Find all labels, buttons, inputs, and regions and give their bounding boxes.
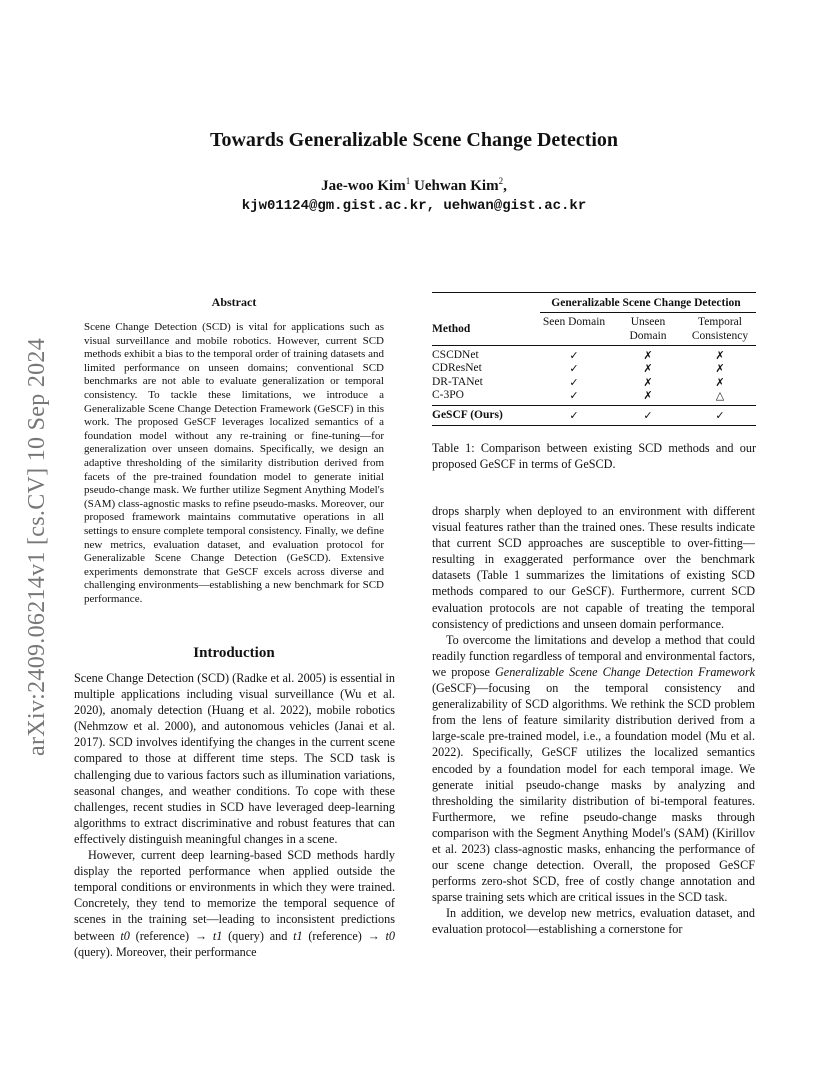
- right-paragraph-2: [432, 632, 755, 906]
- abstract-text: Scene Change Detection (SCD) is vital for applications such as visual surveillance and mobile robotics. However, current SCD methods exhibit a bias to the temporal order of training datasets and limited performance on unseen domains; conventional SCD benchmarks are not able to evaluate generalization or temporal consistency. To tackle these limitations, we introduce a Generalizable Scene Change Detection Framework (GeSCF) in this work. The proposed GeSCF leverages localized semantics of a foundation model without any re-training or fine-tuning—for generalization over unseen domains. Specifically, we design an adaptive thresholding of the similarity distribution derived from facets of the pre-trained foundation model to generate initial pseudo-change mask. We further utilize Segment Anything Model's (SAM) class-agnostic masks to refine pseudo-masks. Moreover, our proposed framework maintains commutative operations in all settings to ensure complete temporal consistency. Finally, we define new metrics, evaluation dataset, and evaluation protocol for Generalizable Scene Change Detection (GeSCD). Extensive experiments demonstrate that GeSCF excels across diverse and challenging environments—establishing a new benchmark for SCD performance.: [84, 321, 384, 605]
- table-cell-seen: ✓: [569, 349, 579, 362]
- right-paragraph-1: drops sharply when deployed to an environment with different visual features rather than the trained ones. These results indicate that current SCD approaches are susceptible to over-fitting—resulting in exaggerated performance over the benchmark datasets (Table 1 summarizes the limitations of existing SCD methods compared to our GeSCF). Furthermore, current SCD evaluation protocols are not capable of treating the temporal consistency of predictions and unseen domain performance.: [432, 504, 755, 631]
- intro-paragraph-1: Scene Change Detection (SCD) (Radke et al. 2005) is essential in multiple applications including visual surveillance (Wu et al. 2020), anomaly detection (Huang et al. 2022), mobile robotics (Nehmzow et al. 2000), and autonomous vehicles (Janai et al. 2017). SCD involves identifying the changes in the current scene compared to those at different time steps. The SCD task is challenging due to various factors such as illumination variations, seasonal changes, and weather conditions. To cope with these challenges, recent studies in SCD have leveraged deep-learning algorithms to extract discriminative and robust features that can effectively distinguish meaningful changes in a scene.: [74, 671, 395, 846]
- author-2-affiliation: 2: [498, 176, 504, 186]
- intro-p2-part-d: (reference) →: [302, 928, 386, 943]
- intro-p2-part-b: (reference) →: [129, 928, 213, 943]
- arxiv-sidebar: [24, 286, 48, 756]
- table-cell-method: C-3PO: [432, 389, 464, 402]
- table-cell-unseen: ✗: [643, 349, 653, 362]
- table-bottom-rule: [432, 425, 756, 426]
- framework-name-emphasis: Generalizable Scene Change Detection Framework: [495, 664, 756, 679]
- table-cell-method: DR-TANet: [432, 375, 483, 388]
- table-header-unseen: Unseen Domain: [629, 316, 667, 342]
- table-row: [432, 362, 756, 375]
- author-list-comma: ,: [503, 178, 507, 194]
- right-p2-part-a: To overcome the limitations and develop a method that could readily function regardless of temporal and environmental factors, we propose: [432, 632, 755, 679]
- table-cell-unseen: ✗: [643, 362, 653, 376]
- author-2: Uehwan Kim: [413, 178, 499, 194]
- intro-p2-part-e: (query). Moreover, their performance: [74, 944, 257, 959]
- table-row: [432, 389, 756, 402]
- right-p2-part-b: (GeSCF)—focusing on the temporal consistency and generalizability of SCD algorithms. We rethink the SCD problem from the lens of feature similarity distribution derived from a large-scale pre-trained model, i.e., a foundation model (Mu et al. 2022). Specifically, GeSCF utilizes the localized semantics encoded by a foundation model for each temporal image. We generate initial pseudo-change masks by analyzing and thresholding the similarity distribution of bi-temporal features. Furthermore, we refine pseudo-change masks through comparison with the Segment Anything Model's (SAM) (Kirillov et al. 2023) class-agnostic masks, enhancing the performance of our scene change detection. Overall, the proposed GeSCF performs zero-shot SCD, free of costly change annotation and sparse training sets which are critical issues in the SCD task.: [432, 681, 755, 905]
- abstract-heading: Abstract: [211, 295, 257, 309]
- math-t1: t1: [212, 928, 223, 943]
- math-t0: t0: [120, 928, 130, 943]
- math-t1-second: t1: [293, 928, 303, 943]
- table-cell-temporal: ✗: [715, 375, 725, 389]
- author-1: Jae-woo Kim: [321, 178, 406, 194]
- table-body: [432, 346, 756, 405]
- table-cell-seen: ✓: [569, 362, 579, 376]
- table-cell-unseen: ✗: [643, 375, 653, 389]
- comparison-table: [432, 292, 756, 426]
- table-cell-temporal: ✗: [715, 349, 725, 362]
- table-row-ours: [432, 406, 756, 425]
- table-row: [432, 376, 756, 389]
- table-cell-method: CSCDNet: [432, 349, 479, 361]
- table-cell-seen: ✓: [569, 375, 579, 389]
- author-list: [0, 176, 828, 195]
- math-t0-second: t0: [385, 928, 396, 943]
- table-cell-method: CDResNet: [432, 362, 482, 375]
- right-column-body: [432, 503, 755, 938]
- table-cell-method: GeSCF (Ours): [432, 408, 503, 421]
- table-cell-temporal: △: [715, 389, 725, 403]
- table-cell-temporal: ✓: [715, 408, 725, 422]
- right-paragraph-3: In addition, we develop new metrics, evaluation dataset, and evaluation protocol—establishing a cornerstone for: [432, 906, 755, 937]
- table-row: [432, 349, 756, 362]
- author-emails: kjw01124@gm.gist.ac.kr, uehwan@gist.ac.kr: [241, 198, 587, 214]
- table-header-row: [432, 313, 756, 345]
- table-cell-temporal: ✗: [715, 362, 725, 376]
- author-1-affiliation: 1: [405, 176, 411, 186]
- left-column-body: [74, 670, 395, 960]
- paper-title: Towards Generalizable Scene Change Detection: [209, 129, 619, 151]
- table-caption: Table 1: Comparison between existing SCD methods and our proposed GeSCF in terms of GeSCD.: [432, 441, 756, 471]
- intro-p2-part-c: (query) and: [222, 928, 294, 943]
- intro-paragraph-2: [74, 847, 395, 960]
- arxiv-identifier: arXiv:2409.06214v1 [cs.CV] 10 Sep 2024: [24, 337, 50, 756]
- table-cell-unseen: ✗: [643, 389, 653, 403]
- table-group-header: Generalizable Scene Change Detection: [551, 297, 741, 309]
- table-header-method: Method: [432, 322, 471, 335]
- table-header-temporal: Temporal Consistency: [691, 316, 749, 342]
- table-cell-seen: ✓: [569, 389, 579, 403]
- table-header-seen: Seen Domain: [542, 316, 606, 328]
- introduction-heading: Introduction: [193, 645, 275, 661]
- intro-p2-part-a: However, current deep learning-based SCD methods hardly display the reported performance when applied outside the temporal conditions or environments in which they were trained. Concretely, they tend to memorize the temporal sequence of scenes in the training set—leading to inconsistent predictions between: [74, 848, 395, 943]
- table-cell-unseen: ✓: [643, 408, 653, 422]
- table-cell-seen: ✓: [569, 408, 579, 422]
